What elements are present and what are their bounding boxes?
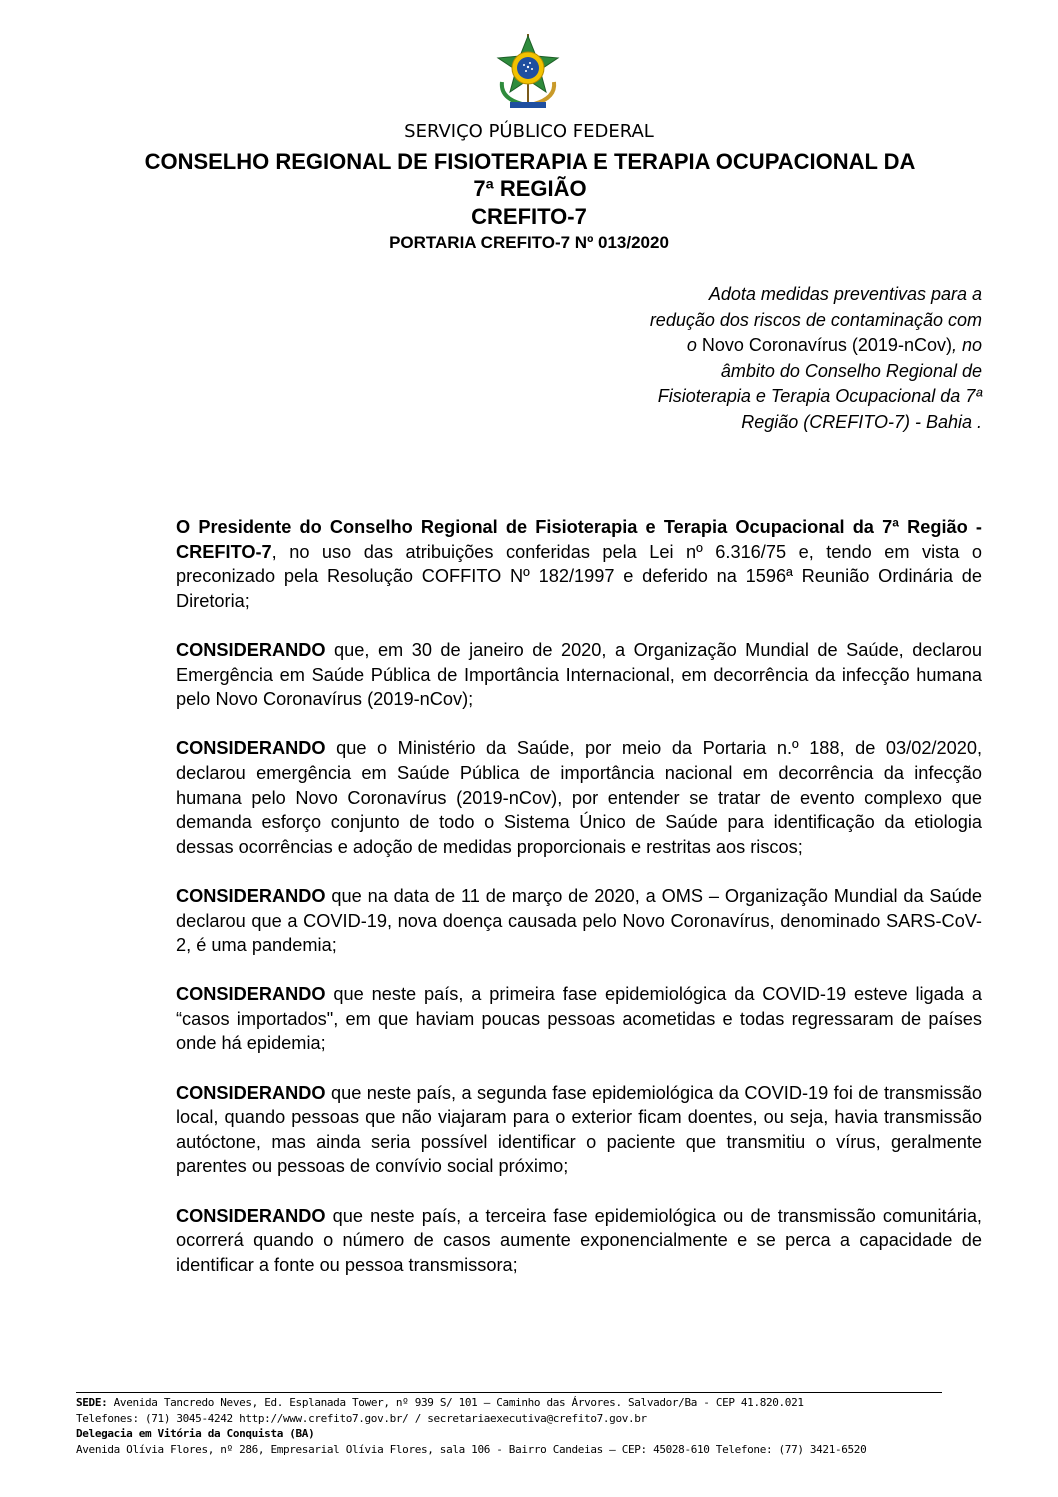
service-heading: SERVIÇO PÚBLICO FEDERAL xyxy=(404,121,654,142)
footer-contacts: Telefones: (71) 3045-4242 http://www.crefito7.gov.br/ / secretariaexecutiva@crefito7.gov.br xyxy=(76,1411,647,1425)
paragraph-considerando xyxy=(176,1204,982,1278)
paragraph-considerando xyxy=(176,1081,982,1179)
coat-of-arms-emblem xyxy=(492,32,564,112)
footer-divider xyxy=(76,1392,942,1393)
paragraph-text: que neste país, a primeira fase epidemiológica da COVID-19 esteve ligada a “casos importados", em que haviam poucas pessoas acometidas e todas regressaram de países onde há epidemia; xyxy=(176,984,982,1054)
footer-sede xyxy=(76,1395,976,1411)
ementa-line: Região (CREFITO-7) - Bahia . xyxy=(741,411,982,432)
council-acronym: CREFITO-7 xyxy=(471,204,587,229)
footer-sede-address: Avenida Tancredo Neves, Ed. Esplanada Tower, nº 939 S/ 101 – Caminho das Árvores. Salvador/Ba - CEP 41.820.021 xyxy=(107,1396,804,1409)
paragraph-lead: CONSIDERANDO xyxy=(176,1082,326,1103)
footer-delegacia-address: Avenida Olívia Flores, nº 286, Empresarial Olívia Flores, sala 106 - Bairro Candeias – CEP: 45028-610 Telefone: (77) 3421-6520 xyxy=(76,1442,867,1456)
ementa-line: Adota medidas preventivas para a xyxy=(708,284,982,304)
footer-delegacia: Delegacia em Vitória da Conquista (BA) xyxy=(76,1427,315,1440)
paragraph-text: que neste país, a segunda fase epidemiológica da COVID-19 foi de transmissão local, quando pessoas que não viajaram para o exterior ficam doentes, ou seja, havia transmissão autóctone, mas ainda seria possível identificar o paciente que transmitiu o vírus, geralmente parentes ou pessoas de convívio social próximo; xyxy=(176,1082,982,1177)
ementa-summary xyxy=(560,282,982,436)
footer xyxy=(76,1395,976,1457)
ementa-line: âmbito do Conselho Regional de xyxy=(720,360,982,381)
council-title-line2: 7ª REGIÃO xyxy=(473,176,587,201)
footer-sede-label: SEDE: xyxy=(76,1396,108,1409)
council-title xyxy=(80,148,980,202)
ementa-fragment: Novo Coronavírus (2019-nCov) xyxy=(701,335,952,356)
paragraph-considerando xyxy=(176,982,982,1056)
paragraph-text: que, em 30 de janeiro de 2020, a Organização Mundial de Saúde, declarou Emergência em Saúde Pública de Importância Internacional, em decorrência da infecção humana pelo Novo Coronavírus (2019-nCov); xyxy=(176,639,982,710)
paragraph-lead: CONSIDERANDO xyxy=(176,738,326,759)
paragraph-text: , no uso das atribuições conferidas pela Lei nº 6.316/75 e, tendo em vista o preconizado pela Resolução COFFITO Nº 182/1997 e deferido na 1596ª Reunião Ordinária de Diretoria; xyxy=(176,541,982,611)
ementa-line: redução dos riscos de contaminação com xyxy=(649,309,982,330)
paragraph-lead: CONSIDERANDO xyxy=(176,885,326,906)
paragraph-lead: CONSIDERANDO xyxy=(176,639,326,660)
ementa-fragment: o xyxy=(686,335,702,356)
paragraph-lead: CONSIDERANDO xyxy=(176,984,326,1005)
ementa-line: Fisioterapia e Terapia Ocupacional da 7ª xyxy=(657,386,982,407)
paragraph-lead: O Presidente do Conselho Regional de Fisioterapia e Terapia Ocupacional da 7ª Região - CREFITO-7 xyxy=(176,517,982,562)
council-title-line1: CONSELHO REGIONAL DE FISIOTERAPIA E TERAPIA OCUPACIONAL DA xyxy=(144,149,916,174)
document-body xyxy=(176,515,982,1302)
paragraph-considerando xyxy=(176,638,982,712)
paragraph-lead: CONSIDERANDO xyxy=(176,1205,326,1226)
paragraph-text: que na data de 11 de março de 2020, a OMS – Organização Mundial da Saúde declarou que a COVID-19, nova doença causada pelo Novo Coronavírus, denominado SARS-CoV-2, é uma pandemia; xyxy=(176,885,982,956)
paragraph-preamble xyxy=(176,515,982,613)
paragraph-text: que o Ministério da Saúde, por meio da Portaria n.º 188, de 03/02/2020, declarou emergência em Saúde Pública de importância nacional em decorrência da infecção humana pelo Novo Coronavírus (2019-nCov), por entender se tratar de evento complexo que demanda esforço conjunto de todo o Sistema Único de Saúde para identificação da etiologia dessas ocorrências e adoção de medidas proporcionais e restritas aos riscos; xyxy=(176,738,982,857)
paragraph-considerando xyxy=(176,736,982,859)
paragraph-text: que neste país, a terceira fase epidemiológica ou de transmissão comunitária, ocorrerá quando o número de casos aumente exponencialmente e se perca a capacidade de identificar a fonte ou pessoa transmissora; xyxy=(176,1205,982,1275)
paragraph-considerando xyxy=(176,884,982,958)
ementa-line xyxy=(560,333,982,359)
ementa-fragment: , no xyxy=(951,335,982,356)
portaria-number: PORTARIA CREFITO-7 Nº 013/2020 xyxy=(389,233,669,252)
